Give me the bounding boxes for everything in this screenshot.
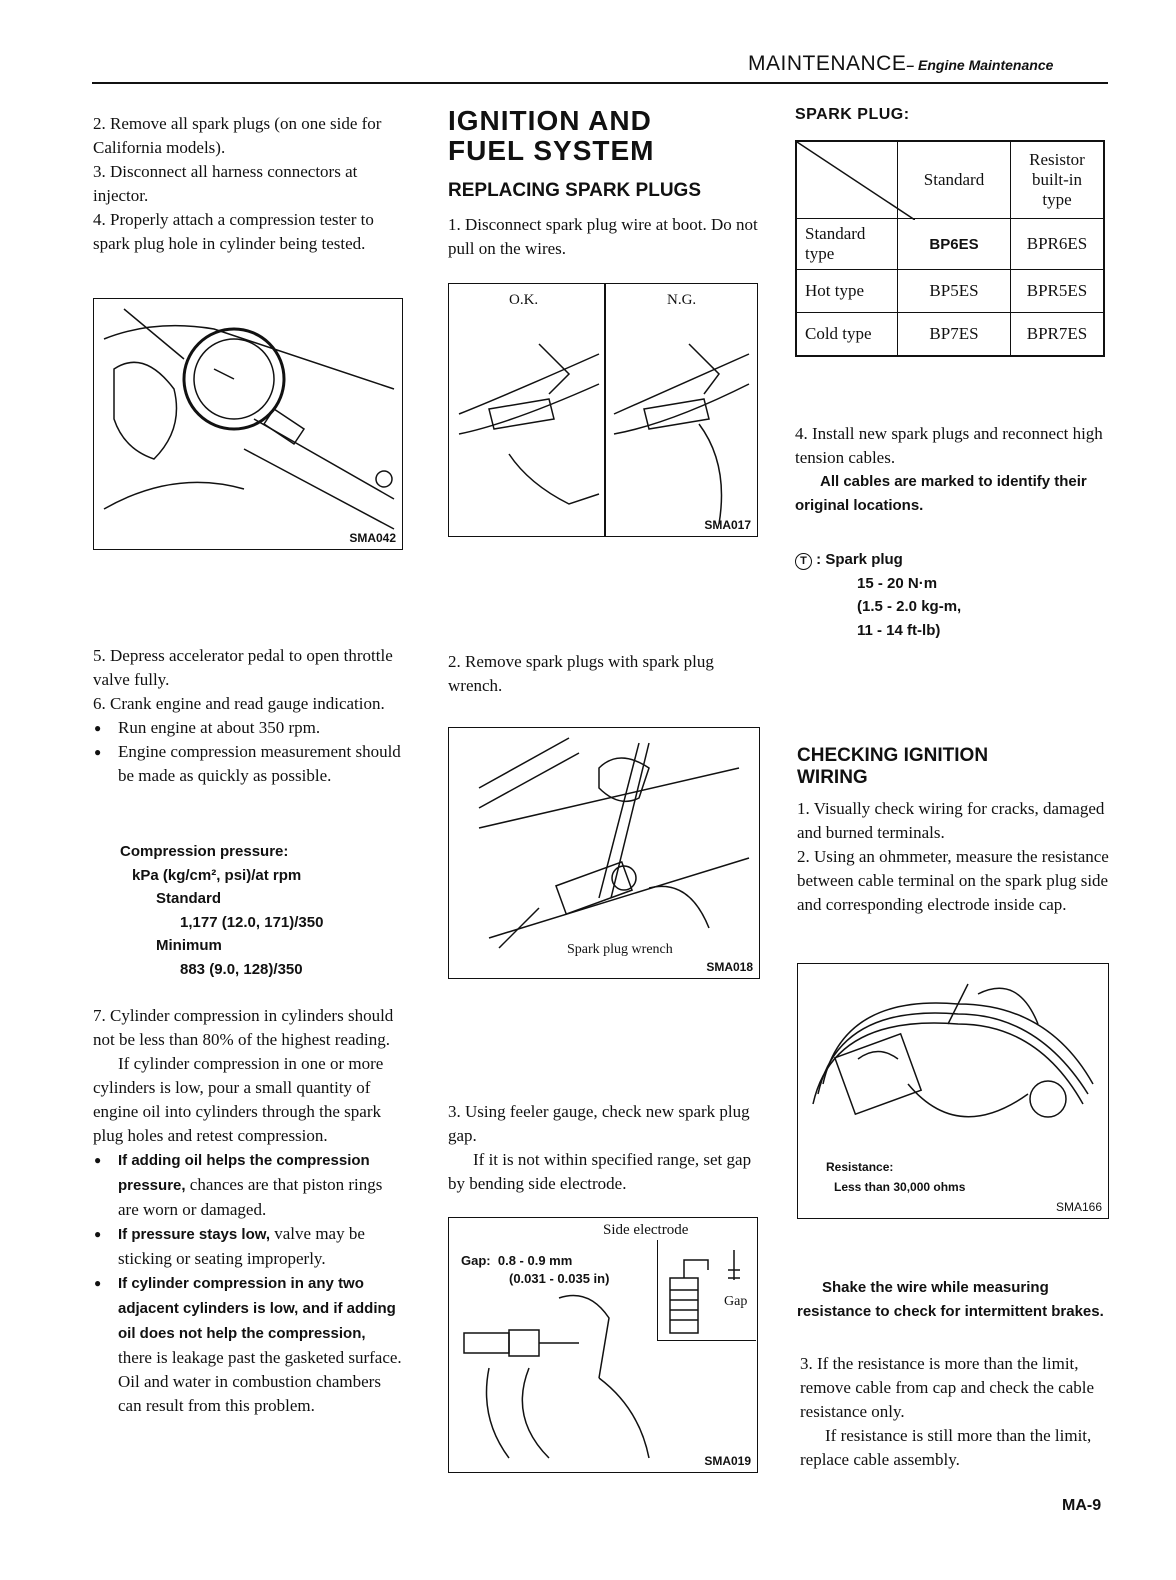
step-4-bold: All cables are marked to identify their original locations. bbox=[795, 473, 1087, 514]
wrench-caption: Spark plug wrench bbox=[567, 942, 673, 957]
spec-min-label: Minimum bbox=[156, 937, 222, 954]
mid-step-1: 1. Disconnect spark plug wire at boot. Do not pull on the wires. bbox=[448, 215, 758, 258]
spark-plug-title: SPARK PLUG: bbox=[795, 106, 910, 123]
checking-title bbox=[797, 745, 988, 789]
page-header bbox=[748, 52, 1053, 76]
diagonal-line bbox=[797, 142, 915, 220]
bullet-bold: If pressure stays low, bbox=[118, 1226, 271, 1243]
compression-gauge-illustration bbox=[94, 299, 402, 549]
spark-plug-table bbox=[795, 140, 1105, 357]
row-res: BPR6ES bbox=[1011, 219, 1105, 270]
figure-label-sma019: SMA019 bbox=[704, 1454, 751, 1468]
bullet-rest: there is leakage past the gasketed surface. bbox=[118, 1348, 402, 1367]
spec-min-value: 883 (9.0, 128)/350 bbox=[180, 960, 303, 978]
engine-bullet-list bbox=[93, 716, 403, 788]
torque-title: : Spark plug bbox=[816, 551, 903, 568]
step-3: 3. Disconnect all harness connectors at injector. bbox=[93, 162, 358, 205]
figure-label-sma166: SMA166 bbox=[1055, 1200, 1102, 1214]
spec-std-label: Standard bbox=[156, 890, 222, 907]
checking-title-line-2: WIRING bbox=[797, 767, 868, 788]
bullet-bold: If adding oil helps the compression pressure, bbox=[118, 1152, 370, 1194]
row-name: Hot type bbox=[796, 270, 898, 313]
row-std: BP7ES bbox=[898, 313, 1011, 357]
gap-label: Gap bbox=[724, 1294, 748, 1309]
bullet-rest: valve may be sticking or seating improperly. bbox=[118, 1224, 365, 1268]
bullet-para: Oil and water in combustion chambers can result from this problem. bbox=[118, 1372, 381, 1415]
step-5: 5. Depress accelerator pedal to open throttle valve fully. bbox=[93, 646, 393, 689]
spark-plug-wire-figure bbox=[448, 283, 758, 537]
table-row bbox=[796, 219, 1104, 270]
check-step-3-block bbox=[800, 1352, 1110, 1472]
right-step-4 bbox=[795, 422, 1107, 518]
step-4: 4. Properly attach a compression tester to spark plug hole in cylinder being tested. bbox=[93, 210, 374, 253]
section-title-line-2: FUEL SYSTEM bbox=[448, 135, 655, 166]
bullet-item bbox=[94, 1148, 403, 1222]
step-3-para: If it is not within specified range, set gap by bending side electrode. bbox=[448, 1150, 752, 1193]
step-7: 7. Cylinder compression in cylinders should not be less than 80% of the highest reading. bbox=[93, 1006, 394, 1049]
bullet-bold: If cylinder compression in any two adjacent cylinders is low, and if adding oil does not help the compression, bbox=[118, 1275, 396, 1342]
label-ok: O.K. bbox=[509, 292, 539, 308]
check-step-3-para: If resistance is still more than the limit, replace cable assembly. bbox=[800, 1426, 1092, 1469]
checking-steps bbox=[797, 797, 1109, 917]
row-res: BPR5ES bbox=[1011, 270, 1105, 313]
torque-spec bbox=[795, 548, 961, 642]
row-std: BP5ES bbox=[898, 270, 1011, 313]
step-2: 2. Remove all spark plugs (on one side for California models). bbox=[93, 114, 382, 157]
bullet-text: Engine compression measurement should be made as quickly as possible. bbox=[118, 742, 401, 785]
gap-mm: 0.8 - 0.9 mm bbox=[497, 1253, 573, 1268]
mid-step-3 bbox=[448, 1100, 758, 1196]
gap-in: (0.031 - 0.035 in) bbox=[509, 1271, 610, 1286]
left-steps-mid bbox=[93, 644, 403, 788]
resistance-label: Resistance: bbox=[826, 1160, 894, 1174]
figure-label-sma018: SMA018 bbox=[706, 960, 753, 974]
row-name: Cold type bbox=[796, 313, 898, 357]
section-title-line-1: IGNITION AND bbox=[448, 105, 652, 136]
compression-bullet-list bbox=[93, 1148, 403, 1418]
bullet-dot-icon: ● bbox=[94, 1227, 102, 1241]
spec-title: Compression pressure: bbox=[120, 843, 289, 860]
label-ng: N.G. bbox=[667, 292, 697, 308]
torque-value-3: 11 - 14 ft-lb) bbox=[857, 621, 941, 639]
feeler-gauge-hands-illustration bbox=[449, 1218, 757, 1472]
row-name: Standard type bbox=[796, 219, 898, 270]
header-subsection: – Engine Maintenance bbox=[906, 57, 1054, 73]
torque-value-2: (1.5 - 2.0 kg-m, bbox=[857, 598, 962, 615]
bullet-dot-icon: ● bbox=[94, 1153, 102, 1167]
header-section: MAINTENANCE bbox=[748, 52, 907, 75]
row-std: BP6ES bbox=[898, 219, 1011, 270]
bullet-item bbox=[94, 740, 403, 788]
wire-removal-illustration bbox=[449, 284, 757, 536]
torque-value-1: 15 - 20 N·m bbox=[857, 574, 938, 592]
check-step-1: 1. Visually check wiring for cracks, damaged and burned terminals. bbox=[797, 799, 1105, 842]
check-step-2: 2. Using an ohmmeter, measure the resistance between cable terminal on the spark plug side and corresponding electrode inside cap. bbox=[797, 847, 1109, 914]
table-corner-cell bbox=[796, 141, 898, 219]
side-electrode-label: Side electrode bbox=[603, 1222, 689, 1238]
bullet-dot-icon: ● bbox=[94, 745, 102, 759]
mid-step-2: 2. Remove spark plugs with spark plug wrench. bbox=[448, 652, 714, 695]
torque-icon: T bbox=[795, 553, 812, 570]
table-header-row bbox=[796, 141, 1104, 219]
step-6: 6. Crank engine and read gauge indication. bbox=[93, 694, 385, 713]
col-resistor: Resistor built-in type bbox=[1011, 141, 1105, 219]
figure-label-sma042: SMA042 bbox=[349, 531, 396, 545]
bullet-dot-icon: ● bbox=[94, 1276, 102, 1290]
spark-plug-wrench-figure bbox=[448, 727, 760, 979]
table-row bbox=[796, 270, 1104, 313]
step-4-text: 4. Install new spark plugs and reconnect high tension cables. bbox=[795, 424, 1103, 467]
gap-title: Gap: bbox=[461, 1253, 491, 1268]
col-standard: Standard bbox=[898, 141, 1011, 219]
bullet-item bbox=[94, 1222, 403, 1271]
check-step-3: 3. If the resistance is more than the limit, remove cable from cap and check the cable resistance only. bbox=[800, 1354, 1095, 1421]
page-number: MA-9 bbox=[1062, 1497, 1102, 1514]
row-res: BPR7ES bbox=[1011, 313, 1105, 357]
figure-label-sma017: SMA017 bbox=[704, 518, 751, 532]
compression-tester-figure bbox=[93, 298, 403, 550]
bullet-dot-icon: ● bbox=[94, 721, 102, 735]
bullet-rest: chances are that piston rings are worn or damaged. bbox=[118, 1175, 383, 1219]
bullet-text: Run engine at about 350 rpm. bbox=[118, 718, 321, 737]
shake-note: Shake the wire while measuring resistance to check for intermittent brakes. bbox=[797, 1279, 1104, 1320]
step-7-block bbox=[93, 1004, 403, 1418]
header-rule bbox=[92, 82, 1108, 84]
section-title bbox=[448, 106, 655, 166]
step-7-para: If cylinder compression in one or more cylinders is low, pour a small quantity of engine oil into cylinders through the spark plug holes and retest compression. bbox=[93, 1054, 384, 1145]
left-steps-top bbox=[93, 112, 403, 256]
checking-title-line-1: CHECKING IGNITION bbox=[797, 745, 989, 766]
bullet-item bbox=[94, 716, 403, 740]
spec-std-value: 1,177 (12.0, 171)/350 bbox=[180, 913, 324, 931]
table-row bbox=[796, 313, 1104, 357]
ohmmeter-figure bbox=[797, 963, 1109, 1219]
subsection-title: REPLACING SPARK PLUGS bbox=[448, 180, 702, 201]
resistance-value: Less than 30,000 ohms bbox=[834, 1180, 966, 1194]
compression-spec bbox=[120, 840, 323, 981]
spec-unit: kPa (kg/cm², psi)/at rpm bbox=[132, 866, 302, 884]
feeler-gauge-figure bbox=[448, 1217, 758, 1473]
bullet-item bbox=[94, 1271, 403, 1418]
step-3-text: 3. Using feeler gauge, check new spark plug gap. bbox=[448, 1102, 750, 1145]
